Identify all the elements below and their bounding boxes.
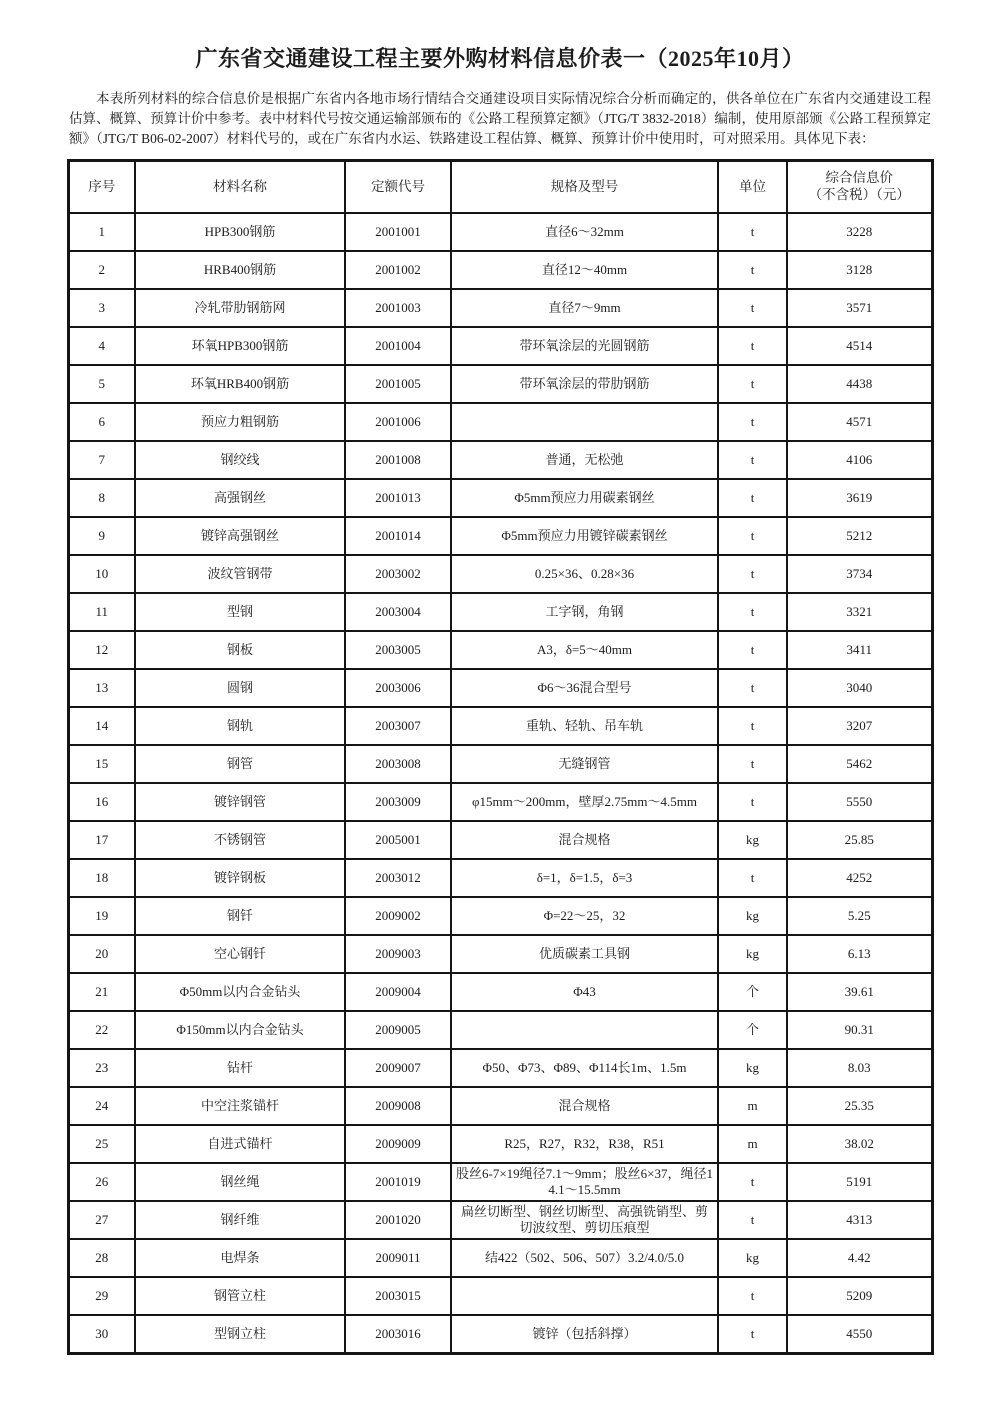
cell-index: 2 (68, 251, 135, 289)
cell-spec (451, 1277, 718, 1315)
cell-index: 26 (68, 1163, 135, 1201)
cell-quota-code: 2009007 (345, 1049, 451, 1087)
cell-spec: 带环氧涂层的光圆钢筋 (451, 327, 718, 365)
cell-index: 4 (68, 327, 135, 365)
cell-index: 8 (68, 479, 135, 517)
cell-quota-code: 2003007 (345, 707, 451, 745)
cell-unit: t (718, 859, 787, 897)
cell-material-name: 型钢 (135, 593, 345, 631)
cell-material-name: 型钢立柱 (135, 1315, 345, 1354)
cell-index: 25 (68, 1125, 135, 1163)
cell-unit: kg (718, 935, 787, 973)
col-header-unit: 单位 (718, 161, 787, 214)
cell-price: 3040 (787, 669, 932, 707)
cell-quota-code: 2001008 (345, 441, 451, 479)
cell-quota-code: 2003016 (345, 1315, 451, 1354)
table-row (68, 251, 932, 289)
cell-quota-code: 2003002 (345, 555, 451, 593)
table-header-row (68, 161, 932, 214)
cell-price: 5191 (787, 1163, 932, 1201)
table-row (68, 555, 932, 593)
cell-spec: 重轨、轻轨、吊车轨 (451, 707, 718, 745)
cell-price: 3571 (787, 289, 932, 327)
cell-index: 22 (68, 1011, 135, 1049)
cell-unit: t (718, 479, 787, 517)
cell-index: 29 (68, 1277, 135, 1315)
cell-unit: t (718, 251, 787, 289)
cell-unit: t (718, 593, 787, 631)
table-row (68, 707, 932, 745)
cell-spec: 直径7～9mm (451, 289, 718, 327)
cell-quota-code: 2003008 (345, 745, 451, 783)
cell-spec: Φ5mm预应力用镀锌碳素钢丝 (451, 517, 718, 555)
cell-unit: t (718, 403, 787, 441)
cell-material-name: 钢绞线 (135, 441, 345, 479)
cell-unit: kg (718, 1049, 787, 1087)
cell-spec: Φ5mm预应力用碳素钢丝 (451, 479, 718, 517)
cell-unit: t (718, 1163, 787, 1201)
cell-spec (451, 403, 718, 441)
cell-unit: t (718, 745, 787, 783)
cell-price: 4438 (787, 365, 932, 403)
cell-unit: t (718, 441, 787, 479)
table-row (68, 1011, 932, 1049)
cell-material-name: 高强钢丝 (135, 479, 345, 517)
col-header-spec: 规格及型号 (451, 161, 718, 214)
table-row (68, 783, 932, 821)
cell-quota-code: 2003004 (345, 593, 451, 631)
cell-index: 30 (68, 1315, 135, 1354)
cell-price: 3411 (787, 631, 932, 669)
table-row (68, 1277, 932, 1315)
cell-index: 23 (68, 1049, 135, 1087)
cell-price: 90.31 (787, 1011, 932, 1049)
cell-price: 5209 (787, 1277, 932, 1315)
col-header-name: 材料名称 (135, 161, 345, 214)
cell-price: 3734 (787, 555, 932, 593)
cell-quota-code: 2001004 (345, 327, 451, 365)
cell-material-name: 钢管 (135, 745, 345, 783)
cell-quota-code: 2003005 (345, 631, 451, 669)
cell-spec: Φ6～36混合型号 (451, 669, 718, 707)
cell-price: 25.85 (787, 821, 932, 859)
cell-material-name: 钢钎 (135, 897, 345, 935)
cell-unit: t (718, 365, 787, 403)
table-row (68, 745, 932, 783)
cell-unit: t (718, 289, 787, 327)
table-row (68, 1087, 932, 1125)
cell-price: 8.03 (787, 1049, 932, 1087)
table-row (68, 669, 932, 707)
cell-index: 9 (68, 517, 135, 555)
table-row (68, 289, 932, 327)
page-title: 广东省交通建设工程主要外购材料信息价表一（2025年10月） (195, 46, 805, 71)
cell-index: 15 (68, 745, 135, 783)
cell-material-name: 不锈钢管 (135, 821, 345, 859)
cell-unit: t (718, 783, 787, 821)
cell-spec: Φ50、Φ73、Φ89、Φ114长1m、1.5m (451, 1049, 718, 1087)
cell-unit: kg (718, 821, 787, 859)
cell-material-name: 钢轨 (135, 707, 345, 745)
cell-index: 7 (68, 441, 135, 479)
cell-index: 6 (68, 403, 135, 441)
cell-material-name: 中空注浆锚杆 (135, 1087, 345, 1125)
cell-spec: 直径12～40mm (451, 251, 718, 289)
cell-material-name: HPB300钢筋 (135, 213, 345, 251)
cell-spec: 股丝6-7×19绳径7.1～9mm；股丝6×37，绳径14.1～15.5mm (451, 1163, 718, 1201)
cell-quota-code: 2001002 (345, 251, 451, 289)
cell-quota-code: 2009008 (345, 1087, 451, 1125)
cell-price: 38.02 (787, 1125, 932, 1163)
cell-index: 5 (68, 365, 135, 403)
cell-price: 3619 (787, 479, 932, 517)
cell-spec: 直径6～32mm (451, 213, 718, 251)
cell-price: 3228 (787, 213, 932, 251)
cell-unit: t (718, 517, 787, 555)
cell-unit: t (718, 1277, 787, 1315)
cell-index: 13 (68, 669, 135, 707)
cell-material-name: 电焊条 (135, 1239, 345, 1277)
cell-unit: t (718, 1201, 787, 1239)
cell-quota-code: 2005001 (345, 821, 451, 859)
table-row (68, 1315, 932, 1354)
table-row (68, 593, 932, 631)
intro-paragraph: 本表所列材料的综合信息价是根据广东省内各地市场行情结合交通建设项目实际情况综合分析而确定的，供各单位在广东省内交通建设工程估算、概算、预算计价中参考。表中材料代号按交通运输部颁布的《公路工程预算定额》（JTG/T 3832-2018）编制，使用原部颁《公路工程预算定额》（JTG/T B06-02-2007）材料代号的，或在广东省内水运、铁路建设工程估算、概算、预算计价中使用时，可对照采用。具体见下表： (69, 91, 931, 146)
cell-spec (451, 1011, 718, 1049)
cell-index: 1 (68, 213, 135, 251)
cell-index: 12 (68, 631, 135, 669)
cell-index: 3 (68, 289, 135, 327)
cell-material-name: 钢板 (135, 631, 345, 669)
cell-spec: δ=1，δ=1.5，δ=3 (451, 859, 718, 897)
cell-index: 19 (68, 897, 135, 935)
cell-price: 39.61 (787, 973, 932, 1011)
cell-spec: 镀锌（包括斜撑） (451, 1315, 718, 1354)
cell-index: 17 (68, 821, 135, 859)
cell-quota-code: 2001006 (345, 403, 451, 441)
cell-quota-code: 2001001 (345, 213, 451, 251)
cell-spec: Φ=22～25，32 (451, 897, 718, 935)
cell-quota-code: 2001020 (345, 1201, 451, 1239)
cell-unit: t (718, 555, 787, 593)
cell-index: 14 (68, 707, 135, 745)
cell-price: 3128 (787, 251, 932, 289)
cell-unit: 个 (718, 1011, 787, 1049)
cell-spec: 无缝钢管 (451, 745, 718, 783)
col-header-index: 序号 (68, 161, 135, 214)
cell-price: 4.42 (787, 1239, 932, 1277)
cell-spec: R25，R27，R32，R38，R51 (451, 1125, 718, 1163)
cell-material-name: 镀锌钢管 (135, 783, 345, 821)
cell-material-name: 镀锌钢板 (135, 859, 345, 897)
cell-index: 28 (68, 1239, 135, 1277)
table-row (68, 1125, 932, 1163)
table-row (68, 479, 932, 517)
price-header-line2: （不含税）（元） (808, 187, 910, 202)
table-row (68, 631, 932, 669)
table-row (68, 821, 932, 859)
table-row (68, 1239, 932, 1277)
cell-unit: m (718, 1125, 787, 1163)
materials-table-body (68, 213, 932, 1354)
cell-material-name: 钢管立柱 (135, 1277, 345, 1315)
cell-spec: 带环氧涂层的带肋钢筋 (451, 365, 718, 403)
cell-material-name: HRB400钢筋 (135, 251, 345, 289)
cell-spec: A3，δ=5～40mm (451, 631, 718, 669)
cell-quota-code: 2009005 (345, 1011, 451, 1049)
cell-price: 3207 (787, 707, 932, 745)
cell-index: 24 (68, 1087, 135, 1125)
cell-material-name: 空心钢钎 (135, 935, 345, 973)
cell-index: 10 (68, 555, 135, 593)
cell-spec: 混合规格 (451, 1087, 718, 1125)
cell-price: 4252 (787, 859, 932, 897)
cell-quota-code: 2009009 (345, 1125, 451, 1163)
cell-index: 16 (68, 783, 135, 821)
cell-material-name: 镀锌高强钢丝 (135, 517, 345, 555)
cell-unit: m (718, 1087, 787, 1125)
cell-spec: 工字钢，角钢 (451, 593, 718, 631)
cell-price: 4106 (787, 441, 932, 479)
table-row (68, 1163, 932, 1201)
cell-quota-code: 2003015 (345, 1277, 451, 1315)
cell-material-name: 自进式锚杆 (135, 1125, 345, 1163)
cell-material-name: 冷轧带肋钢筋网 (135, 289, 345, 327)
cell-quota-code: 2001014 (345, 517, 451, 555)
materials-price-table (67, 159, 934, 1355)
cell-material-name: 钻杆 (135, 1049, 345, 1087)
cell-index: 18 (68, 859, 135, 897)
cell-spec: 混合规格 (451, 821, 718, 859)
cell-price: 3321 (787, 593, 932, 631)
cell-material-name: 钢丝绳 (135, 1163, 345, 1201)
cell-price: 5462 (787, 745, 932, 783)
cell-material-name: 波纹管钢带 (135, 555, 345, 593)
price-header-line1: 综合信息价 (825, 170, 893, 186)
cell-quota-code: 2009003 (345, 935, 451, 973)
cell-material-name: 环氧HPB300钢筋 (135, 327, 345, 365)
cell-unit: 个 (718, 973, 787, 1011)
cell-price: 4313 (787, 1201, 932, 1239)
cell-unit: t (718, 1315, 787, 1354)
cell-material-name: 钢纤维 (135, 1201, 345, 1239)
cell-price: 4550 (787, 1315, 932, 1354)
cell-quota-code: 2001013 (345, 479, 451, 517)
cell-quota-code: 2003012 (345, 859, 451, 897)
table-row (68, 365, 932, 403)
cell-unit: t (718, 631, 787, 669)
cell-quota-code: 2003006 (345, 669, 451, 707)
cell-quota-code: 2003009 (345, 783, 451, 821)
cell-quota-code: 2001003 (345, 289, 451, 327)
cell-unit: t (718, 707, 787, 745)
cell-spec: 0.25×36、0.28×36 (451, 555, 718, 593)
cell-price: 5.25 (787, 897, 932, 935)
table-row (68, 213, 932, 251)
cell-price: 4571 (787, 403, 932, 441)
cell-material-name: Φ150mm以内合金钻头 (135, 1011, 345, 1049)
cell-spec: 优质碳素工具钢 (451, 935, 718, 973)
cell-material-name: 环氧HRB400钢筋 (135, 365, 345, 403)
table-row (68, 403, 932, 441)
cell-material-name: 圆钢 (135, 669, 345, 707)
cell-spec: 结422（502、506、507）3.2/4.0/5.0 (451, 1239, 718, 1277)
table-row (68, 441, 932, 479)
cell-unit: kg (718, 897, 787, 935)
cell-quota-code: 2009002 (345, 897, 451, 935)
table-row (68, 1049, 932, 1087)
cell-quota-code: 2009011 (345, 1239, 451, 1277)
cell-unit: t (718, 213, 787, 251)
table-row (68, 897, 932, 935)
cell-index: 11 (68, 593, 135, 631)
table-row (68, 517, 932, 555)
cell-spec: φ15mm～200mm，壁厚2.75mm～4.5mm (451, 783, 718, 821)
cell-unit: kg (718, 1239, 787, 1277)
table-row (68, 859, 932, 897)
cell-spec: Φ43 (451, 973, 718, 1011)
cell-quota-code: 2009004 (345, 973, 451, 1011)
cell-quota-code: 2001005 (345, 365, 451, 403)
cell-index: 20 (68, 935, 135, 973)
table-row (68, 935, 932, 973)
cell-material-name: 预应力粗钢筋 (135, 403, 345, 441)
cell-price: 5212 (787, 517, 932, 555)
col-header-price (787, 161, 932, 214)
cell-price: 6.13 (787, 935, 932, 973)
cell-unit: t (718, 669, 787, 707)
cell-material-name: Φ50mm以内合金钻头 (135, 973, 345, 1011)
cell-spec: 扁丝切断型、钢丝切断型、高强铣销型、剪切波纹型、剪切压痕型 (451, 1201, 718, 1239)
cell-quota-code: 2001019 (345, 1163, 451, 1201)
cell-index: 21 (68, 973, 135, 1011)
cell-index: 27 (68, 1201, 135, 1239)
table-row (68, 973, 932, 1011)
cell-price: 5550 (787, 783, 932, 821)
cell-price: 25.35 (787, 1087, 932, 1125)
table-row (68, 327, 932, 365)
col-header-code: 定额代号 (345, 161, 451, 214)
cell-unit: t (718, 327, 787, 365)
cell-spec: 普通，无松弛 (451, 441, 718, 479)
cell-price: 4514 (787, 327, 932, 365)
table-row (68, 1201, 932, 1239)
